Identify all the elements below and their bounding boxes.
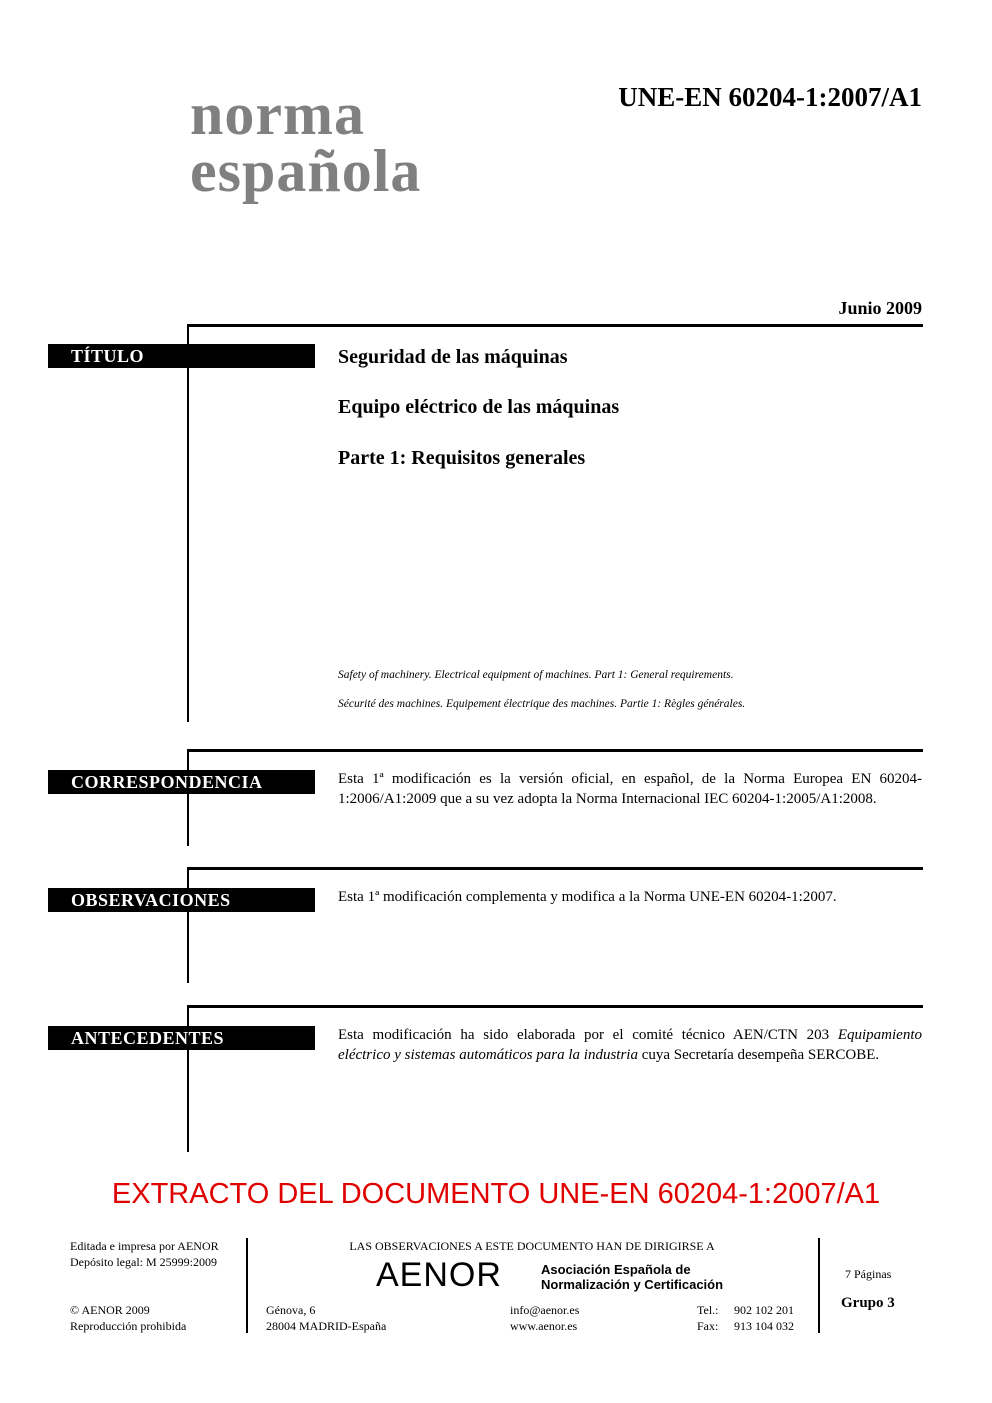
brand-line-1: norma: [190, 81, 365, 147]
committee-name: Equipamiento eléctrico y sistemas automáticos para la industria: [338, 1027, 922, 1063]
observaciones-text: Esta 1ª modificación complementa y modifica a la Norma UNE-EN 60204-1:2007.: [338, 889, 837, 905]
titulo-label: TÍTULO: [48, 344, 315, 368]
title-3: Parte 1: Requisitos generales: [338, 447, 586, 469]
brand-line-2: española: [190, 138, 422, 204]
fax-number: 913 104 032: [734, 1319, 794, 1333]
title-1: Seguridad de las máquinas: [338, 346, 568, 368]
publication-date: Junio 2009: [838, 298, 922, 318]
page-count: 7 Páginas: [845, 1267, 892, 1281]
footer-copyright: [70, 1302, 186, 1334]
aenor-logo-subtitle: [541, 1262, 723, 1292]
antecedentes-text-end: cuya Secretaría desempeña SERCOBE.: [637, 1046, 880, 1063]
footer-phone-labels: [697, 1302, 719, 1334]
standard-code: UNE-EN 60204-1:2007/A1: [618, 82, 922, 112]
footer-contact: [510, 1302, 579, 1334]
address-street: Génova, 6: [266, 1303, 316, 1317]
address-city: 28004 MADRID-España: [266, 1319, 387, 1333]
section-divider: [187, 324, 923, 327]
section-rule: [187, 324, 189, 722]
correspondencia-label: CORRESPONDENCIA: [48, 770, 315, 794]
title-2: Equipo eléctrico de las máquinas: [338, 396, 620, 418]
contact-email[interactable]: info@aenor.es: [510, 1303, 580, 1317]
antecedentes-text: [338, 1026, 922, 1065]
aenor-sub-line-2: Normalización y Certificación: [541, 1277, 724, 1292]
section-rule: [187, 867, 189, 983]
title-english: Safety of machinery. Electrical equipment of machines. Part 1: General requirements.: [338, 669, 734, 681]
footer-phone-numbers: [734, 1302, 794, 1334]
footer-publisher: [70, 1238, 219, 1270]
footer-legal-deposit: Depósito legal: M 25999:2009: [70, 1255, 217, 1269]
section-divider: [187, 749, 923, 752]
aenor-sub-line-1: Asociación Española de: [541, 1262, 691, 1277]
footer-divider: [818, 1238, 820, 1333]
footer-copyright-line: © AENOR 2009: [70, 1303, 150, 1317]
section-divider: [187, 867, 923, 870]
observations-heading: LAS OBSERVACIONES A ESTE DOCUMENTO HAN DE DIRIGIRSE A: [349, 1239, 715, 1253]
footer-reproduction: Reproducción prohibida: [70, 1319, 187, 1333]
section-divider: [187, 1005, 923, 1008]
tel-label: Tel.:: [697, 1303, 719, 1317]
title-french: Sécurité des machines. Equipement électrique des machines. Partie 1: Règles générales.: [338, 698, 746, 710]
aenor-logo: AENOR: [376, 1256, 502, 1294]
footer-edited-by: Editada e impresa por AENOR: [70, 1239, 219, 1253]
price-group: Grupo 3: [841, 1295, 895, 1311]
correspondencia-text: Esta 1ª modificación es la versión oficial, en español, de la Norma Europea EN 60204-1:2006/A1:2009 que a su vez adopta la Norma Internacional IEC 60204-1:2005/A1:2008.: [338, 771, 922, 807]
antecedentes-text-start: Esta modificación ha sido elaborada por el comité técnico AEN/CTN 203: [338, 1027, 838, 1043]
contact-web[interactable]: www.aenor.es: [510, 1319, 578, 1333]
extract-notice: EXTRACTO DEL DOCUMENTO UNE-EN 60204-1:2007/A1: [111, 1178, 881, 1210]
section-rule: [187, 749, 189, 846]
observaciones-label: OBSERVACIONES: [48, 888, 315, 912]
footer-address: [266, 1302, 386, 1334]
fax-label: Fax:: [697, 1319, 719, 1333]
tel-number: 902 102 201: [734, 1303, 794, 1317]
antecedentes-label: ANTECEDENTES: [48, 1026, 315, 1050]
